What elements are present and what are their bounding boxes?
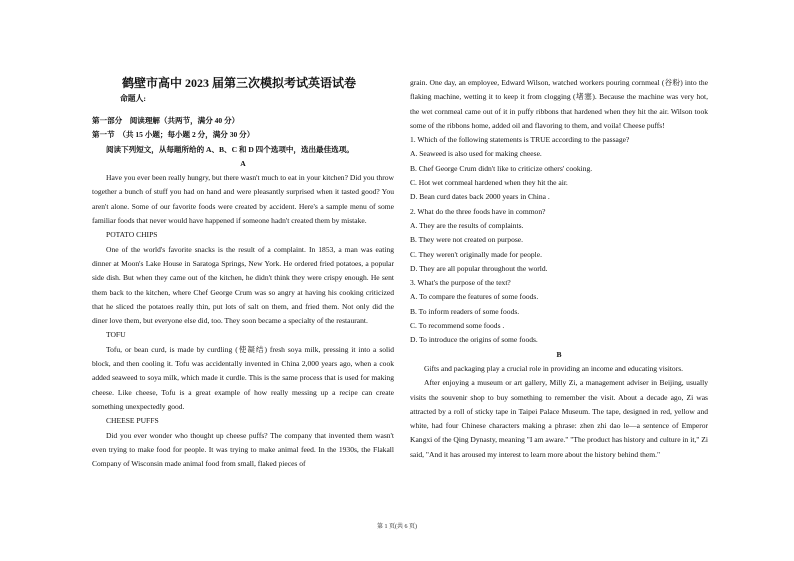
passage-a-intro: Have you ever been really hungry, but there wasn't much to eat in your kitchen? Did you throw together a bunch of stuff you had on hand and were pleasantly surprised when it tasted good? You aren't alone. Some of our favorite foods were created by accident. Here's a sample menu of some familiar foods that never would have happened if someone hadn't created them by mistake.	[92, 173, 394, 226]
heading-tofu: TOFU	[106, 330, 126, 340]
heading-potato-chips: POTATO CHIPS	[106, 230, 158, 240]
instruction: 阅读下列短文，从每题所给的 A、B、C 和 D 四个选项中，选出最佳选项。	[106, 144, 354, 154]
question-2: 2. What do the three foods have in common?	[410, 206, 546, 216]
q1-option-d: D. Bean curd dates back 2000 years in China .	[410, 192, 550, 202]
q1-option-b: B. Chef George Crum didn't like to criticize others' cooking.	[410, 163, 593, 173]
q3-option-c: C. To recommend some foods .	[410, 321, 505, 331]
q1-option-a: A. Seaweed is also used for making cheese.	[410, 149, 542, 159]
left-column	[92, 74, 394, 471]
page-footer: 第 1 页(共 6 页)	[377, 524, 417, 530]
passage-b-label: B	[556, 349, 562, 359]
q2-option-b: B. They were not created on purpose.	[410, 235, 524, 245]
q2-option-a: A. They are the results of complaints.	[410, 220, 524, 230]
passage-b-paragraph-1: Gifts and packaging play a crucial role in providing an income and educating visitors.	[424, 363, 684, 373]
part-heading: 第一部分 阅读理解（共两节，满分 40 分）	[92, 116, 240, 125]
passage-a-label: A	[240, 158, 246, 168]
paragraph-cheese-puffs-end: grain. One day, an employee, Edward Wilson, watched workers pouring cornmeal (谷粉) into the flaking machine, wetting it to keep it from clogging (堵塞). Because the machine was very hot, the wet cornmeal came out of it in puffy ribbons that hardened when they hit the air. Wilson took some of the ribbons home, added oil and flavoring to them, and voila! Cheese puffs!	[410, 78, 708, 130]
author-label: 命题人:	[120, 94, 146, 103]
right-column	[410, 76, 708, 462]
section-heading: 第一节 （共 15 小题；每小题 2 分，满分 30 分）	[92, 130, 255, 140]
passage-b-paragraph-2: After enjoying a museum or art gallery, Milly Zi, a management adviser in Beijing, usually visits the souvenir shop to buy something to remember the visit. About a decade ago, Zi was attracted by a roll of sticky tape in Taipei Palace Museum. The tape, designed in red, yellow and white, had four Chinese characters making a phrase: zhen zhi dao le—a sentence of Emperor Kangxi of the Qing Dynasty, meaning "I am aware." "The product has history and culture in it," Zi said, "And it has aroused my interest to learn more about the history behind them."	[410, 378, 708, 459]
question-1: 1. Which of the following statements is TRUE according to the passage?	[410, 135, 630, 145]
q3-option-d: D. To introduce the origins of some foods.	[410, 335, 538, 345]
page-title: 鹤壁市高中 2023 届第三次模拟考试英语试卷	[121, 76, 356, 90]
paragraph-tofu: Tofu, or bean curd, is made by curdling (使凝结) fresh soya milk, pressing it into a solid block, and then cooling it. Tofu was accidentally invented in China 2,000 years ago, when a cook added seaweed to soya milk, which made it curdle. This is the same process that is used for making cheese. Like cheese, Tofu is a great example of how really messing up a recipe can create something unexpectedly good.	[92, 344, 394, 411]
question-3: 3. What's the purpose of the text?	[410, 278, 511, 288]
paragraph-potato-chips: One of the world's favorite snacks is the result of a complaint. In 1853, a man was eating dinner at Moon's Lake House in Saratoga Springs, New York. He ordered fried potatoes, a popular side dish. But when they came out of the kitchen, he didn't think they were crispy enough. He sent them back to the kitchen, where Chef George Crum was so angry at having his cooking criticized that he sliced the potatoes really thin, put lots of salt on them, and fried them. Not only did the diner love them, but everyone else did, too. They soon became a specialty of the restaurant.	[92, 244, 394, 326]
q3-option-a: A. To compare the features of some foods.	[410, 292, 539, 302]
paragraph-cheese-puffs-start: Did you ever wonder who thought up cheese puffs? The company that invented them wasn't even trying to make food for people. It was trying to make animal feed. In the 1930s, the Flakall Company of Wisconsin made animal food from small, flaked pieces of	[92, 430, 394, 469]
q2-option-c: C. They weren't originally made for people.	[410, 249, 542, 259]
q1-option-c: C. Hot wet cornmeal hardened when they hit the air.	[410, 178, 568, 188]
heading-cheese-puffs: CHEESE PUFFS	[106, 416, 159, 426]
q2-option-d: D. They are all popular throughout the world.	[410, 263, 548, 273]
q3-option-b: B. To inform readers of some foods.	[410, 306, 520, 316]
